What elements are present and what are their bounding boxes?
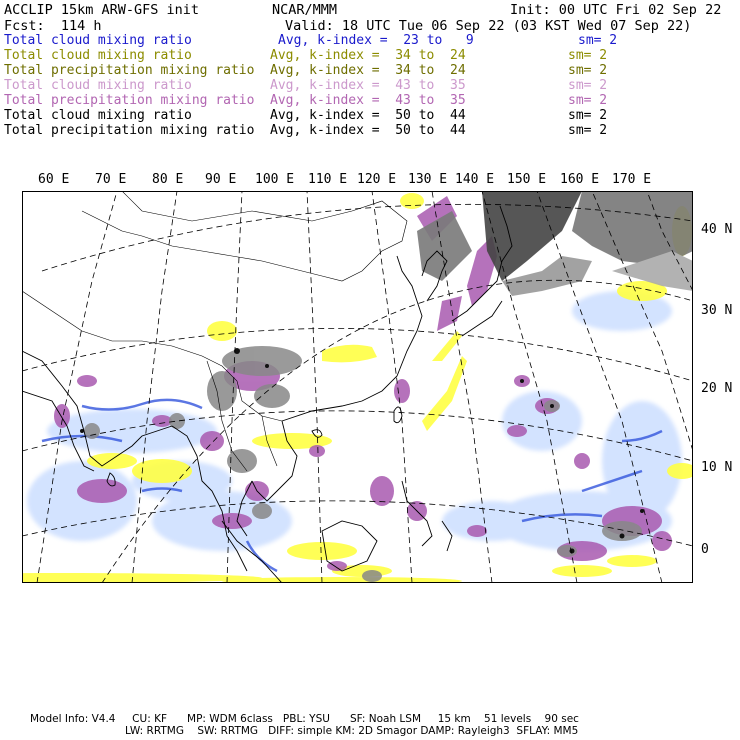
model-info-line1: Model Info: V4.4 CU: KF MP: WDM 6class PBL: YSU SF: Noah LSM 15 km 51 levels 90 sec [30,713,579,725]
model-info-line2: LW: RRTMG SW: RRTMG DIFF: simple KM: 2D Smagor DAMP: Rayleigh3 SFLAY: MM5 [125,725,579,737]
longitude-label: 130 E [408,172,448,187]
longitude-label: 60 E [38,172,70,187]
longitude-label: 170 E [612,172,652,187]
latitude-label: 40 N [701,222,733,237]
legend-field-name: Total cloud mixing ratio [4,108,192,123]
legend-smoothing: sm= 2 [578,33,618,48]
center-label: NCAR/MMM [272,2,338,18]
model-title: ACCLIP 15km ARW-GFS init [4,2,200,18]
forecast-hour: Fcst: 114 h [4,18,102,34]
longitude-label: 160 E [560,172,600,187]
longitude-label: 110 E [308,172,348,187]
latitude-label: 20 N [701,381,733,396]
legend-field-name: Total precipitation mixing ratio [4,93,255,108]
longitude-label: 70 E [95,172,127,187]
latitude-label: 30 N [701,303,733,318]
legend-average-range: Avg, k-index = 23 to 9 [278,33,474,48]
legend-smoothing: sm= 2 [568,78,608,93]
longitude-label: 80 E [152,172,184,187]
legend-smoothing: sm= 2 [568,93,608,108]
legend-field-name: Total cloud mixing ratio [4,78,192,93]
legend-average-range: Avg, k-index = 50 to 44 [270,108,466,123]
longitude-label: 100 E [255,172,295,187]
legend-smoothing: sm= 2 [568,63,608,78]
longitude-label: 150 E [507,172,547,187]
legend-field-name: Total precipitation mixing ratio [4,63,255,78]
legend-smoothing: sm= 2 [568,123,608,138]
valid-time: Valid: 18 UTC Tue 06 Sep 22 (03 KST Wed 07 Sep 22) [285,18,692,34]
legend-field-name: Total cloud mixing ratio [4,33,192,48]
legend-average-range: Avg, k-index = 34 to 24 [270,63,466,78]
legend-average-range: Avg, k-index = 50 to 44 [270,123,466,138]
longitude-label: 90 E [205,172,237,187]
legend-smoothing: sm= 2 [568,108,608,123]
legend-field-name: Total precipitation mixing ratio [4,123,255,138]
longitude-label: 120 E [357,172,397,187]
latitude-label: 0 [701,542,709,557]
longitude-label: 140 E [455,172,495,187]
map-panel [22,191,693,583]
legend-average-range: Avg, k-index = 34 to 24 [270,48,466,63]
legend-smoothing: sm= 2 [568,48,608,63]
init-time: Init: 00 UTC Fri 02 Sep 22 [510,2,722,18]
legend-field-name: Total cloud mixing ratio [4,48,192,63]
latitude-label: 10 N [701,460,733,475]
legend-average-range: Avg, k-index = 43 to 35 [270,78,466,93]
legend-average-range: Avg, k-index = 43 to 35 [270,93,466,108]
